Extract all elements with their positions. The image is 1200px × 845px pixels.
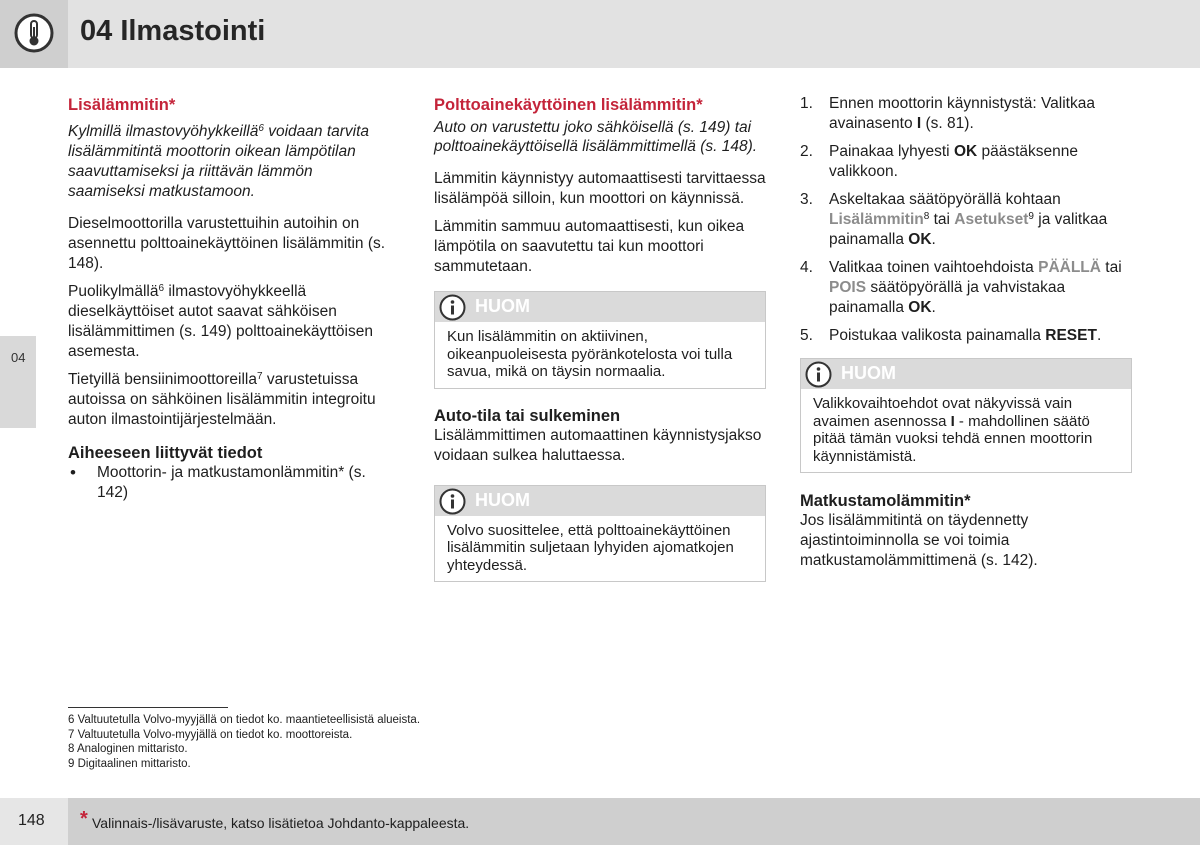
- note-label: HUOM: [841, 363, 896, 383]
- step-number: 1.: [800, 95, 813, 112]
- footnote-ref: 9: [1028, 211, 1034, 222]
- intro-paragraph: Auto on varustettu joko sähköisellä (s. 149) tai polttoainekäyttöisellä lisälämmittimellä (s. 148).: [434, 119, 758, 155]
- footnote: [68, 742, 668, 757]
- intro-text-cont: voidaan tarvita lisälämmitintä moottorin oikean lämpötilan saavuttamiseksi ja riittävän lämmön saamiseksi matkustamoon.: [68, 123, 370, 200]
- footnote: [68, 728, 668, 743]
- chapter-title: 04 Ilmastointi: [80, 15, 266, 47]
- footnote-divider: [68, 707, 228, 708]
- text: .: [931, 231, 936, 248]
- text: Tietyillä bensiinimoottoreilla: [68, 371, 257, 388]
- text: säätöpyörällä ja vahvistakaa painamalla: [829, 279, 1066, 316]
- chapter-icon-tab: [0, 0, 68, 68]
- step-item: [800, 94, 1132, 134]
- steps-list: [800, 94, 1132, 346]
- text: - mahdollinen säätö pitää tämän vuoksi tehdä ennen moottorin käynnistämistä.: [813, 412, 1093, 465]
- column-2: [434, 94, 766, 582]
- thermometer-icon: [14, 13, 54, 53]
- footnote-number: 8: [68, 743, 75, 755]
- button-name: RESET: [1045, 327, 1097, 344]
- paragraph: Dieselmoottorilla varustettuihin autoihin on asennettu polttoainekäyttöinen lisälämmitin (s. 148).: [68, 215, 386, 272]
- text: ilmastovyöhykkeellä dieselkäyttöiset autot saavat sähköisen lisälämmittimen (s. 149) polttoainekäyttöisen asemesta.: [68, 283, 373, 360]
- text: päästäksenne valikkoon.: [829, 143, 1079, 180]
- step-item: [800, 142, 1132, 182]
- menu-option: Asetukset: [954, 211, 1029, 228]
- footnote-ref: 6: [258, 123, 264, 134]
- section-heading-polttoainekayttoinen: Polttoainekäyttöinen lisälämmitin*: [434, 96, 703, 114]
- chapter-side-tab: [0, 336, 36, 428]
- step-item: [800, 190, 1132, 250]
- step-number: 2.: [800, 143, 813, 160]
- paragraph: Lisälämmittimen automaattinen käynnistysjakso voidaan sulkea haluttaessa.: [434, 426, 762, 464]
- info-icon: [439, 294, 466, 321]
- footnote-ref: 6: [158, 283, 165, 294]
- text: Valikkovaihtoehdot ovat näkyvissä vain avaimen asennossa: [813, 395, 1073, 430]
- text: Puolikylmällä: [68, 283, 159, 300]
- text: tai: [929, 211, 955, 228]
- paragraph: [68, 370, 388, 430]
- note-header: [435, 486, 765, 516]
- paragraph: Lämmitin käynnistyy automaattisesti tarvittaessa lisälämpöä silloin, kun moottori on käynnissä.: [434, 170, 766, 207]
- section-heading-lisalammitin: Lisälämmitin*: [68, 96, 176, 114]
- button-name: OK: [908, 231, 932, 248]
- footnote-number: 7: [68, 728, 75, 741]
- page-number-tab: [0, 798, 68, 845]
- text: Poistukaa valikosta painamalla: [829, 327, 1046, 344]
- step-item: [800, 258, 1132, 318]
- note-box: [434, 291, 766, 389]
- chapter-header: [0, 0, 1200, 68]
- footnote-ref: 8: [923, 211, 930, 222]
- paragraph: [68, 282, 388, 362]
- paragraph: Jos lisälämmitintä on täydennetty ajastintoiminnolla se voi toimia matkustamolämmittimenä (s. 142).: [800, 512, 1038, 569]
- sub-heading-auto-tila: Auto-tila tai sulkeminen: [434, 406, 621, 425]
- page-number: 148: [18, 812, 45, 829]
- note-header: [435, 292, 765, 322]
- menu-option: PÄÄLLÄ: [1038, 259, 1101, 276]
- optional-star-icon: *: [80, 808, 88, 830]
- note-label: HUOM: [475, 296, 530, 316]
- text: Askeltakaa säätöpyörällä kohtaan: [829, 191, 1061, 208]
- note-text: [801, 389, 1131, 472]
- info-icon: [439, 488, 466, 515]
- footnote-text: Valtuutetulla Volvo-myyjällä on tiedot ko. moottoreista.: [77, 728, 353, 741]
- footnote-ref: 7: [256, 371, 263, 382]
- footnote-text: Analoginen mittaristo.: [76, 743, 188, 755]
- page-footer: [0, 798, 1200, 845]
- footnote-number: 9: [68, 757, 75, 770]
- step-number: 4.: [800, 259, 813, 276]
- intro-text: Kylmillä ilmastovyöhykkeillä: [68, 123, 259, 140]
- step-item: [800, 326, 1132, 346]
- text: .: [931, 299, 936, 316]
- button-name: OK: [908, 299, 932, 316]
- related-info-heading: Aiheeseen liittyvät tiedot: [68, 444, 263, 462]
- footnote-text: Valtuutetulla Volvo-myyjällä on tiedot ko. maantieteellisistä alueista.: [77, 714, 421, 726]
- footnote: [68, 713, 668, 728]
- note-box: [800, 358, 1132, 473]
- menu-option: Lisälämmitin: [829, 211, 924, 228]
- column-1: [68, 94, 388, 503]
- step-number: 3.: [800, 191, 813, 208]
- footnote: [68, 757, 668, 772]
- footnote-text: Digitaalinen mittaristo.: [77, 757, 191, 770]
- step-number: 5.: [800, 327, 813, 344]
- related-link-item[interactable]: • Moottorin- ja matkustamonlämmitin* (s. 142): [68, 463, 388, 503]
- note-header: [801, 359, 1131, 389]
- text: ja valitkaa painamalla: [829, 211, 1108, 248]
- text: Painakaa lyhyesti: [829, 143, 954, 160]
- note-box: [434, 485, 766, 583]
- text: varustetuissa autoissa on sähköinen lisälämmitin integroitu auton ilmastointijärjestelmään.: [68, 371, 376, 428]
- paragraph: Lämmitin sammuu automaattisesti, kun oikea lämpötila on saavutettu tai kun moottori sammutetaan.: [434, 218, 745, 275]
- key-position: I: [916, 115, 922, 132]
- footnotes: [68, 713, 668, 771]
- footnote-number: 6: [68, 714, 75, 726]
- text: tai: [1100, 259, 1122, 276]
- note-text: Kun lisälämmitin on aktiivinen, oikeanpuoleisesta pyöränkotelosta voi tulla savua, mikä on täysin normaalia.: [447, 328, 733, 380]
- note-label: HUOM: [475, 489, 530, 510]
- sub-heading-matkustamolammitin: Matkustamolämmitin*: [800, 492, 971, 510]
- menu-option: POIS: [829, 279, 867, 296]
- note-text: Volvo suosittelee, että polttoainekäyttöinen lisälämmitin suljetaan lyhyiden ajomatkojen yhteydessä.: [447, 521, 734, 574]
- text: .: [1096, 327, 1102, 344]
- info-icon: [805, 361, 832, 388]
- side-tab-number: 04: [11, 350, 26, 365]
- text: (s. 81).: [921, 115, 974, 132]
- key-position: I: [950, 412, 955, 430]
- intro-paragraph: [68, 122, 388, 202]
- footer-note: Valinnais-/lisävaruste, katso lisätietoa Johdanto-kappaleesta.: [92, 815, 470, 831]
- text: Ennen moottorin käynnistystä: Valitkaa avainasento: [829, 95, 1095, 132]
- column-3: [800, 94, 1132, 571]
- button-name: OK: [953, 143, 978, 160]
- text: Valitkaa toinen vaihtoehdoista: [829, 259, 1039, 276]
